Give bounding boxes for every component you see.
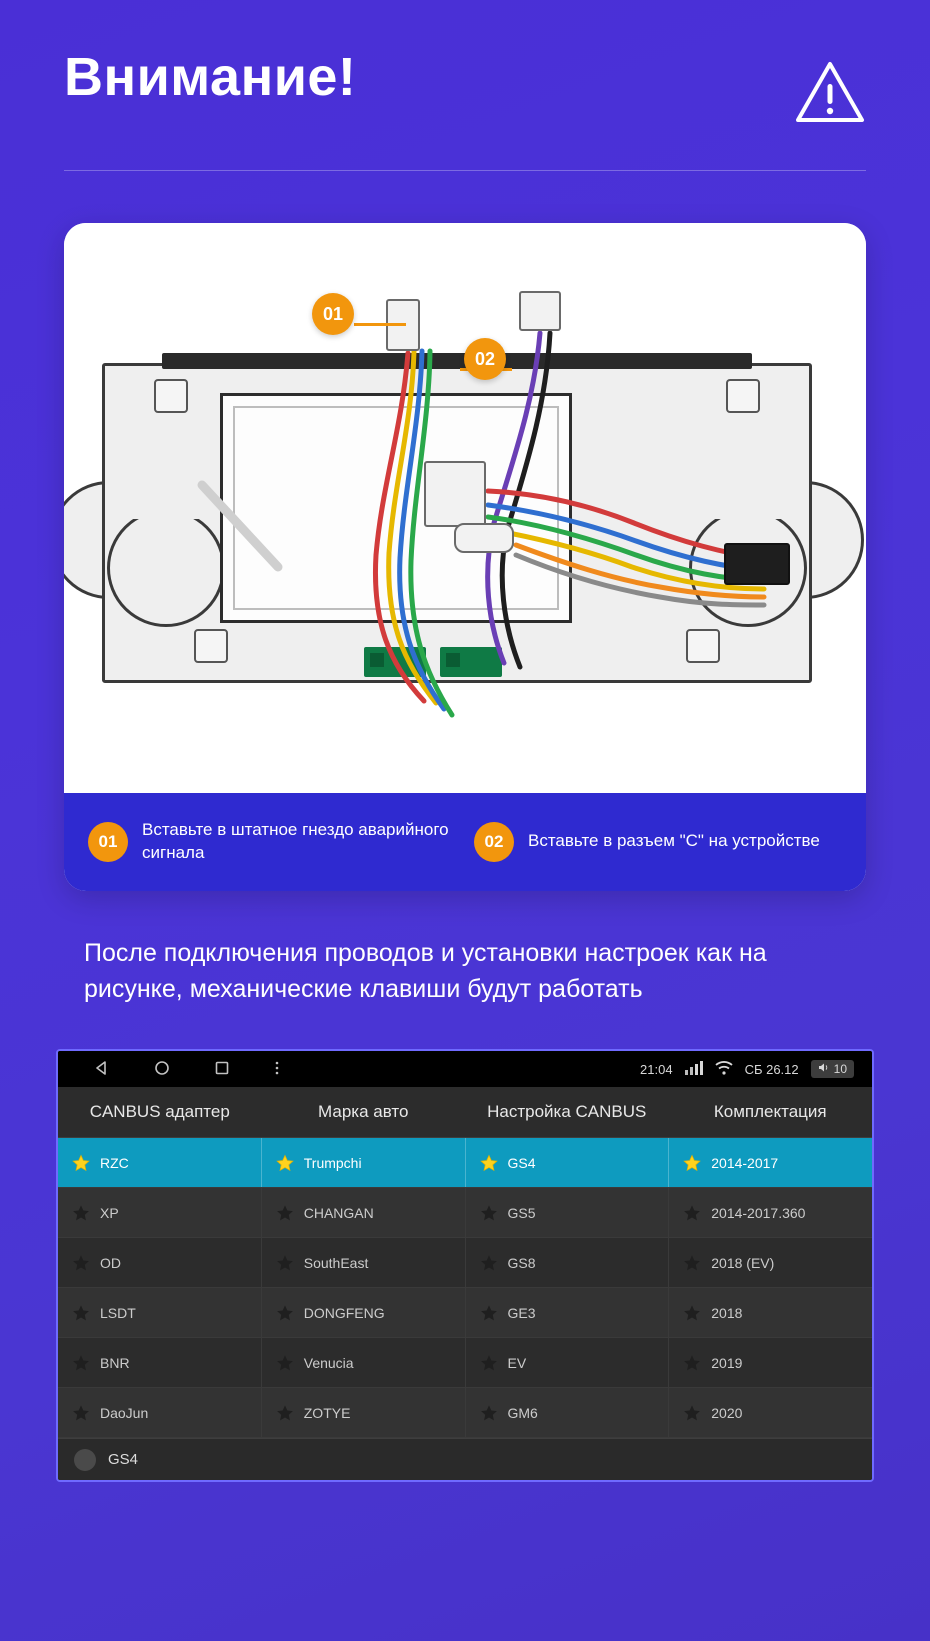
illustration-card [64, 223, 866, 891]
table-cell[interactable] [669, 1188, 872, 1237]
star-icon [276, 1204, 294, 1222]
callout-badge-02: 02 [464, 338, 506, 380]
back-triangle-icon[interactable] [94, 1060, 110, 1079]
table-cell[interactable] [466, 1138, 670, 1187]
callout-badge-01: 01 [312, 293, 354, 335]
star-icon [683, 1354, 701, 1372]
star-icon [276, 1354, 294, 1372]
star-icon [480, 1404, 498, 1422]
star-icon [683, 1304, 701, 1322]
table-cell-text: LSDT [100, 1304, 136, 1321]
table-cell-text: GS4 [507, 1154, 536, 1171]
status-right-cluster [640, 1060, 858, 1078]
star-icon [72, 1354, 90, 1372]
star-icon [72, 1404, 90, 1422]
car-badge-icon [74, 1449, 96, 1471]
recents-square-icon[interactable] [214, 1060, 230, 1079]
table-cell[interactable] [669, 1388, 872, 1437]
home-circle-icon[interactable] [154, 1060, 170, 1079]
star-icon [72, 1204, 90, 1222]
status-time: 21:04 [640, 1061, 673, 1077]
table-cell-text: 2018 [711, 1304, 743, 1321]
tab-equipment[interactable]: Комплектация [713, 1102, 827, 1122]
star-icon [683, 1404, 701, 1422]
star-icon [72, 1254, 90, 1272]
table-cell-text: 2018 (EV) [711, 1254, 775, 1271]
star-icon [683, 1154, 701, 1172]
table-cell[interactable] [466, 1288, 670, 1337]
star-icon [683, 1204, 701, 1222]
table-cell[interactable] [58, 1138, 262, 1187]
volume-indicator[interactable] [811, 1060, 854, 1078]
table-row[interactable] [58, 1338, 872, 1388]
tab-canbus-settings[interactable]: Настройка CANBUS [487, 1102, 647, 1122]
table-cell-text: XP [100, 1204, 119, 1221]
table-cell[interactable] [669, 1138, 872, 1187]
connector-white-c [424, 461, 486, 527]
star-icon [480, 1304, 498, 1322]
legend-item-02 [474, 819, 842, 865]
connector-white-b [519, 291, 561, 331]
page-title: Внимание! [64, 47, 357, 107]
table-cell[interactable] [262, 1238, 466, 1287]
callout-leader-01 [354, 323, 406, 326]
table-cell-text: GM6 [507, 1404, 538, 1421]
volume-value: 10 [833, 1062, 847, 1077]
instruction-caption: После подключения проводов и установки настроек как на рисунке, механические клавиши будут работать [84, 938, 767, 1004]
legend-strip [64, 793, 866, 891]
table-cell[interactable] [58, 1388, 262, 1437]
table-row[interactable] [58, 1388, 872, 1438]
table-cell-text: GS5 [507, 1204, 536, 1221]
table-cell[interactable] [466, 1238, 670, 1287]
table-cell-text: Trumpchi [303, 1154, 362, 1171]
overflow-menu-icon[interactable] [274, 1060, 280, 1079]
legend-number-02: 02 [474, 822, 514, 862]
star-icon [72, 1154, 90, 1172]
canbus-option-table [58, 1138, 872, 1438]
table-cell[interactable] [669, 1288, 872, 1337]
table-cell[interactable] [262, 1138, 466, 1187]
status-date: СБ 26.12 [744, 1061, 799, 1077]
legend-text-01: Вставьте в штатное гнездо аварийного сигнала [142, 820, 449, 862]
table-cell[interactable] [669, 1238, 872, 1287]
table-cell-text: RZC [100, 1154, 129, 1171]
table-row[interactable] [58, 1138, 872, 1188]
legend-text-02: Вставьте в разъем "C" на устройстве [528, 831, 820, 851]
star-icon [72, 1304, 90, 1322]
table-cell[interactable] [466, 1338, 670, 1387]
star-icon [480, 1154, 498, 1172]
table-cell-text: OD [100, 1254, 121, 1271]
star-icon [683, 1254, 701, 1272]
star-icon [276, 1254, 294, 1272]
volume-icon [818, 1062, 829, 1076]
table-cell-text: ZOTYE [303, 1404, 351, 1421]
connector-white-d [454, 523, 514, 553]
table-cell[interactable] [58, 1238, 262, 1287]
star-icon [276, 1304, 294, 1322]
android-status-bar [58, 1051, 872, 1087]
table-cell-text: Venucia [303, 1354, 354, 1371]
table-row[interactable] [58, 1238, 872, 1288]
table-cell-text: SouthEast [303, 1254, 369, 1271]
table-cell-text: EV [507, 1354, 527, 1371]
android-nav-bar [72, 1060, 280, 1079]
table-row[interactable] [58, 1288, 872, 1338]
wifi-icon [715, 1061, 733, 1078]
page-header [0, 0, 930, 128]
table-cell[interactable] [262, 1388, 466, 1437]
warning-triangle-icon [794, 56, 866, 128]
table-cell-text: GE3 [507, 1304, 536, 1321]
table-cell[interactable] [262, 1288, 466, 1337]
head-unit-screenshot [56, 1049, 874, 1482]
legend-number-01: 01 [88, 822, 128, 862]
table-cell-text: 2014-2017.360 [711, 1204, 806, 1221]
table-cell-text: BNR [100, 1354, 130, 1371]
table-row[interactable] [58, 1188, 872, 1238]
selection-status-bar [58, 1438, 872, 1480]
tab-car-brand[interactable]: Марка авто [318, 1102, 409, 1122]
canbus-tab-bar [58, 1087, 872, 1138]
table-cell[interactable] [669, 1338, 872, 1387]
star-icon [480, 1354, 498, 1372]
star-icon [276, 1404, 294, 1422]
table-cell[interactable] [58, 1288, 262, 1337]
table-cell[interactable] [262, 1188, 466, 1237]
table-cell-text: 2020 [711, 1404, 743, 1421]
table-cell[interactable] [466, 1188, 670, 1237]
table-cell-text: CHANGAN [303, 1204, 374, 1221]
table-cell-text: 2019 [711, 1354, 743, 1371]
selected-model-label: GS4 [108, 1451, 139, 1469]
tab-canbus-adapter[interactable]: CANBUS адаптер [89, 1102, 230, 1122]
star-icon [276, 1154, 294, 1172]
table-cell-text: DaoJun [100, 1404, 149, 1421]
table-cell[interactable] [466, 1388, 670, 1437]
table-cell[interactable] [262, 1338, 466, 1387]
table-cell[interactable] [58, 1338, 262, 1387]
signal-bars-icon [685, 1061, 703, 1078]
table-cell[interactable] [58, 1188, 262, 1237]
star-icon [480, 1204, 498, 1222]
connector-black-e [724, 543, 790, 585]
table-cell-text: DONGFENG [303, 1304, 385, 1321]
table-cell-text: GS8 [507, 1254, 536, 1271]
header-divider [64, 170, 866, 171]
harness-photo [64, 223, 866, 793]
star-icon [480, 1254, 498, 1272]
legend-item-01 [88, 819, 456, 865]
table-cell-text: 2014-2017 [711, 1154, 779, 1171]
